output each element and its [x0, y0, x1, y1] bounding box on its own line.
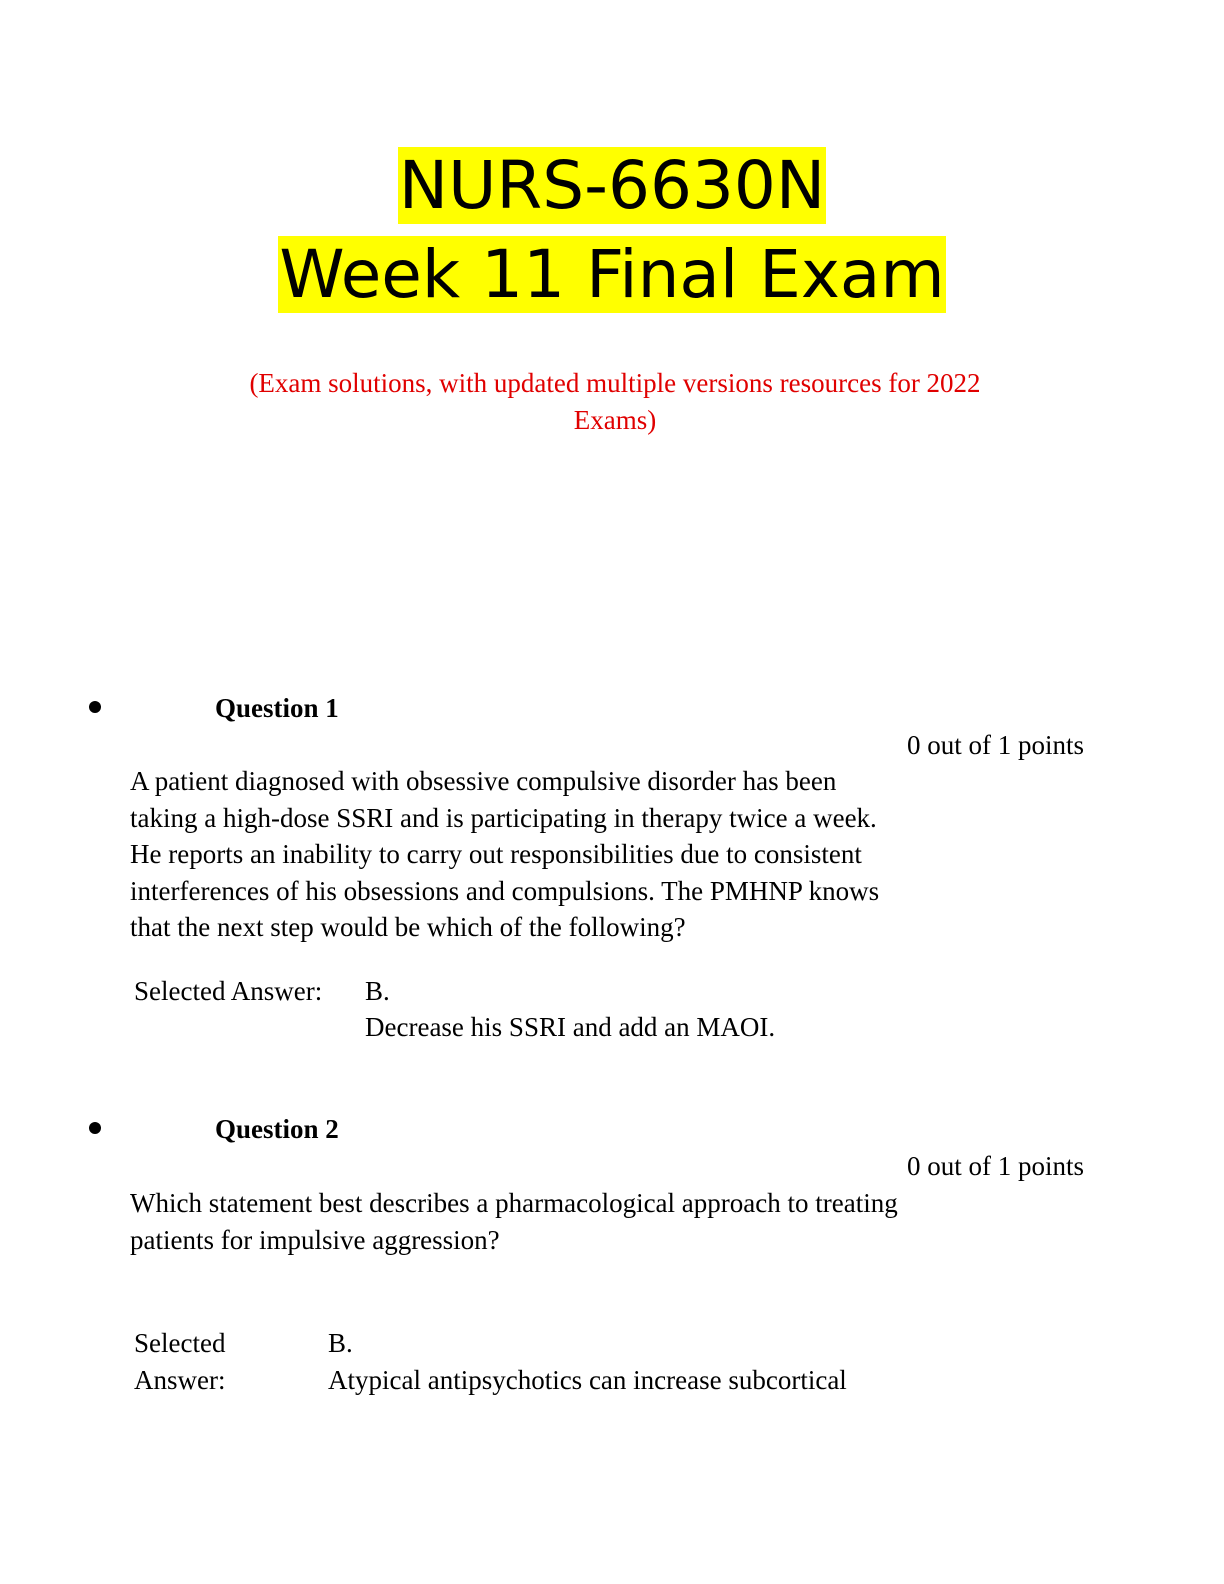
question-1-points: 0 out of 1 points [906, 730, 1084, 760]
course-code-heading [0, 145, 1224, 227]
question-1-text-line: A patient diagnosed with obsessive compulsive disorder has been [130, 766, 837, 796]
course-code-text: NURS-6630N [398, 147, 826, 224]
bullet-icon [89, 1122, 101, 1134]
question-1-text-line: taking a high-dose SSRI and is participating in therapy twice a week. [130, 802, 877, 833]
bullet-icon [89, 701, 101, 713]
exam-subtitle [150, 365, 1080, 439]
exam-title-text: Week 11 Final Exam [279, 236, 945, 313]
question-2-text [130, 1185, 898, 1258]
question-2-answer-letter: B. [328, 1328, 353, 1358]
question-1-text [130, 763, 879, 946]
question-1-text-line: He reports an inability to carry out responsibilities due to consistent [130, 839, 862, 869]
question-2-answer-label-line-2: Answer: [134, 1365, 226, 1395]
question-2-answer-text: Atypical antipsychotics can increase subcortical [328, 1365, 847, 1395]
question-1-answer-text: Decrease his SSRI and add an MAOI. [365, 1012, 776, 1042]
question-1-title: Question 1 [215, 693, 339, 723]
question-2-points: 0 out of 1 points [906, 1151, 1084, 1181]
subtitle-line-2: Exams) [573, 405, 657, 435]
question-2-text-line: Which statement best describes a pharmacological approach to treating [130, 1188, 898, 1218]
question-2-title: Question 2 [215, 1114, 339, 1144]
subtitle-line-1: (Exam solutions, with updated multiple versions resources for 2022 [249, 368, 981, 398]
question-1-answer-letter: B. [365, 976, 390, 1006]
question-2-text-line: patients for impulsive aggression? [130, 1224, 500, 1255]
question-2-answer-label-line-1: Selected [134, 1328, 226, 1358]
exam-title-heading [0, 234, 1224, 316]
question-1-text-line: that the next step would be which of the following? [130, 912, 686, 942]
question-1-text-line: interferences of his obsessions and compulsions. The PMHNP knows [130, 875, 880, 906]
question-1-answer-label: Selected Answer: [134, 976, 323, 1006]
